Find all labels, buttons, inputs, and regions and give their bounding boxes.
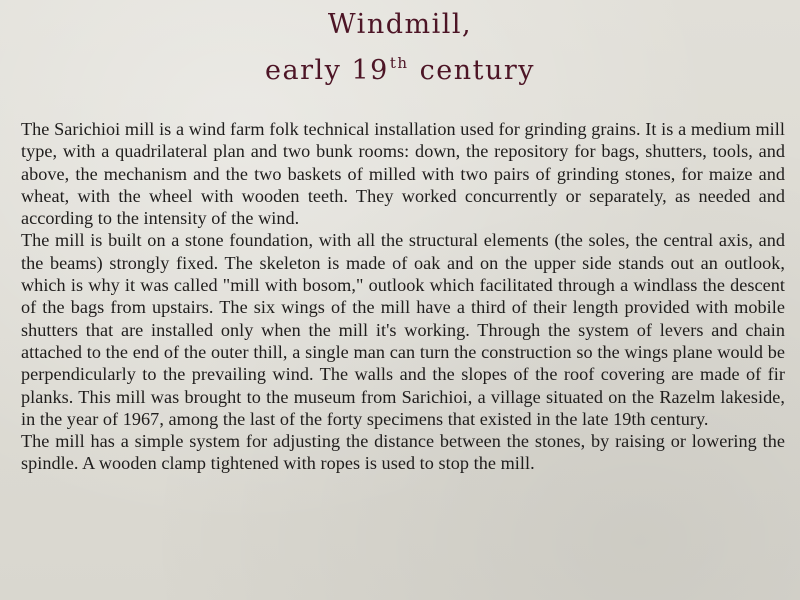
plaque-body [21,118,785,475]
title-line-2-text: early 19 [265,55,389,86]
paragraph-mill-description: The Sarichioi mill is a wind farm folk technical installation used for grinding grains. It is a medium mill type, with a quadrilateral plan and two bunk rooms: down, the repository for bags, shutters, tools, and above, the mechanism and the two baskets of milled with two pairs of grinding stones, for maize and wheat, with the wheel with wooden teeth. They worked concurrently or separately, as needed and according to the intensity of the wind. [21,119,785,229]
plaque-title [0,2,800,94]
paragraph-mill-adjustment: The mill has a simple system for adjusting the distance between the stones, by raising or lowering the spindle. A wooden clamp tightened with ropes is used to stop the mill. [21,431,785,474]
title-line-2 [0,48,800,94]
title-superscript: th [389,54,409,72]
paragraph-mill-construction: The mill is built on a stone foundation, with all the structural elements (the soles, the central axis, and the beams) strongly fixed. The skeleton is made of oak and on the upper side stands out an outlook, which is why it was called "mill with bosom," outlook which facilitated through a windlass the descent of the bags from upstairs. The six wings of the mill have a third of their length provided with mobile shutters that are installed only when the mill it's working. Through the system of levers and chain attached to the end of the outer thill, a single man can turn the construction so the wings plane would be perpendicularly to the prevailing wind. The walls and the slopes of the roof covering are made of fir planks. This mill was brought to the museum from Sarichioi, a village situated on the Razelm lakeside, in the year of 1967, among the last of the forty specimens that existed in the late 19th century. [21,230,785,429]
title-line-2-end: century [419,55,535,86]
title-line-1: Windmill, [327,9,473,40]
